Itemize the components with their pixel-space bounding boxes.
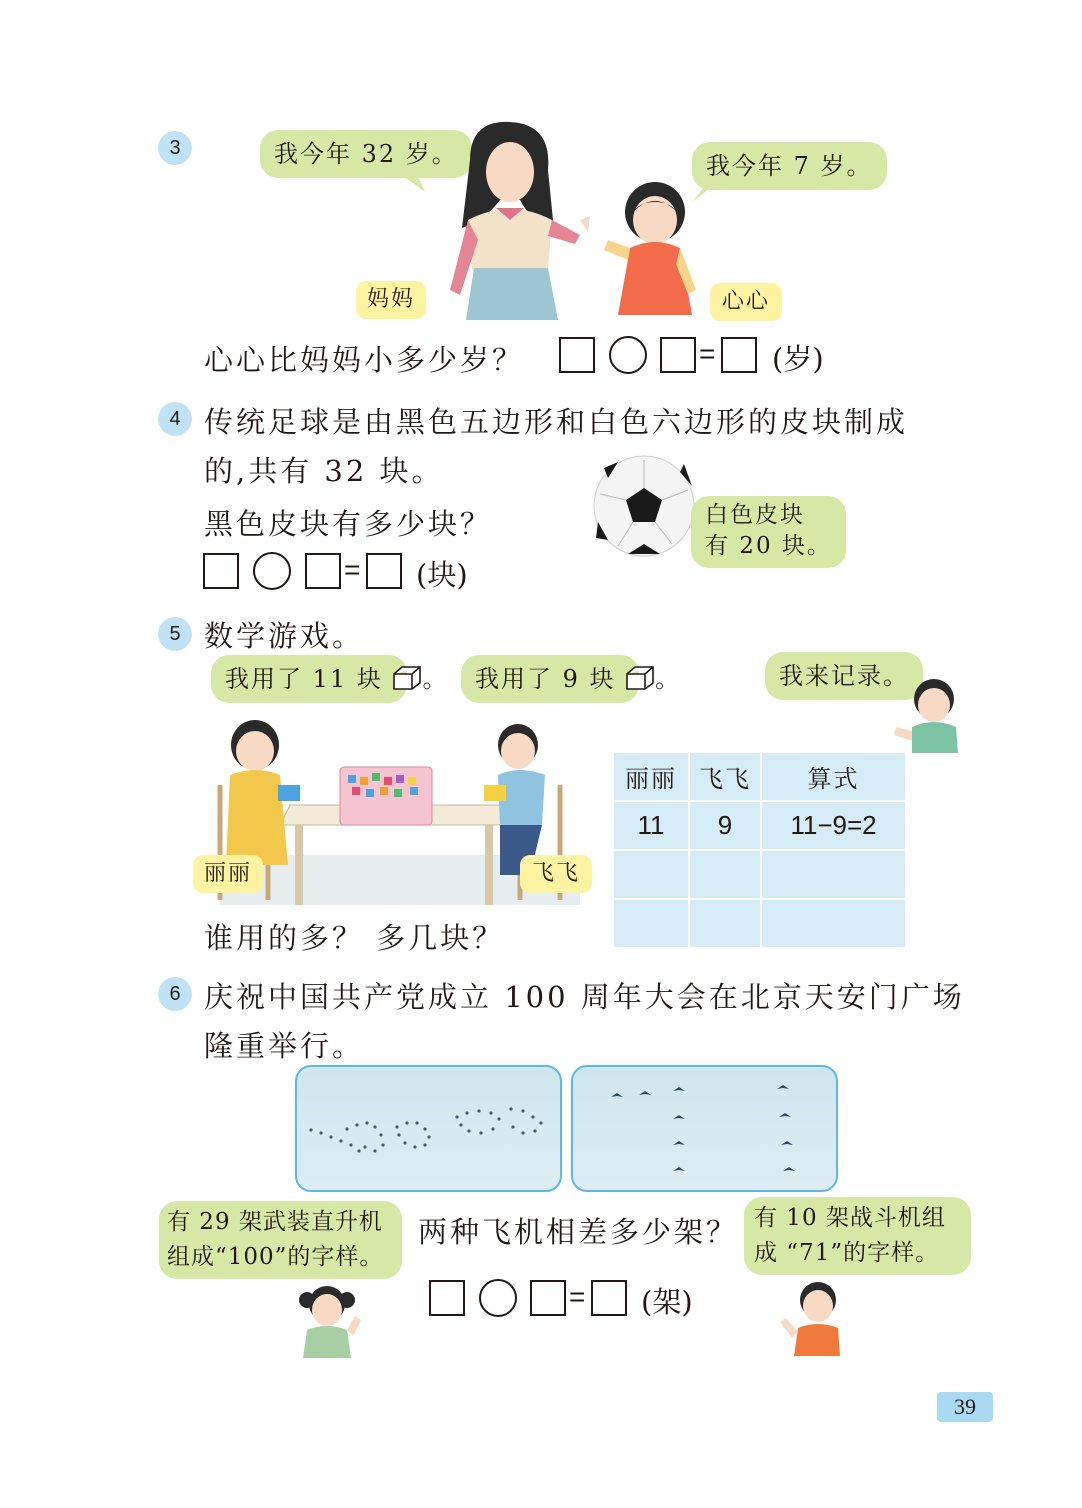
- table-cell[interactable]: [761, 850, 906, 899]
- fighter-info-bubble: [744, 1197, 971, 1275]
- table-cell[interactable]: [613, 899, 689, 948]
- equals-sign: =: [344, 554, 361, 585]
- answer-box-1[interactable]: [429, 1280, 465, 1316]
- q3-question: 心心比妈妈小多少岁？: [204, 343, 525, 377]
- unit-label: (块): [416, 558, 468, 592]
- girl-speech-bubble: [692, 142, 887, 190]
- girl-with-pigtails-illustration: [295, 1280, 365, 1360]
- girl-speech-text: 我今年 7 岁。: [706, 152, 873, 180]
- period: 。: [422, 665, 449, 693]
- bubble-line: 成 “71”的字样。: [754, 1240, 940, 1266]
- question-number-6: 6: [158, 977, 192, 1011]
- recording-boy-illustration: [890, 675, 965, 755]
- answer-box-result[interactable]: [591, 1280, 627, 1316]
- answer-box-2[interactable]: [530, 1280, 566, 1316]
- mother-illustration: [430, 120, 590, 320]
- girl-illustration: [600, 180, 710, 320]
- white-patches-bubble: [691, 496, 846, 568]
- q4-text-line2: 的,共有 32 块。: [204, 454, 444, 488]
- question-number-3: 3: [158, 131, 192, 165]
- table-header-row: [613, 752, 906, 801]
- answer-box-1[interactable]: [203, 553, 239, 589]
- q6-text-line1: 庆祝中国共产党成立 100 周年大会在北京天安门广场: [204, 980, 965, 1014]
- bubble-tail: [395, 170, 435, 200]
- table-header-cell: 算式: [761, 752, 906, 801]
- feifei-speech-bubble: [461, 655, 682, 703]
- question-number-4: 4: [158, 402, 192, 436]
- operator-circle[interactable]: [479, 1279, 517, 1317]
- table-cell[interactable]: [689, 899, 761, 948]
- q5-question: 谁用的多？ 多几块？: [204, 921, 505, 955]
- lili-name-label: 丽丽: [193, 855, 263, 893]
- table-cell: 9: [689, 801, 761, 850]
- fighter-formation-photo: [571, 1065, 838, 1192]
- table-cell: 11: [613, 801, 689, 850]
- helicopter-info-bubble: [159, 1201, 402, 1279]
- lili-speech-text: 我用了 11 块: [225, 665, 383, 693]
- helicopter-formation-photo: [295, 1065, 562, 1192]
- q6-question: 两种飞机相差多少架？: [418, 1215, 739, 1249]
- answer-box-2[interactable]: [305, 553, 341, 589]
- feifei-speech-text: 我用了 9 块: [475, 665, 616, 693]
- table-header-cell: 飞飞: [689, 752, 761, 801]
- unit-label: (架): [641, 1285, 693, 1319]
- answer-box-1[interactable]: [559, 337, 595, 373]
- page-number: 39: [937, 1392, 993, 1422]
- bubble-line: 有 20 块。: [705, 533, 832, 559]
- table-row: [613, 801, 906, 850]
- record-table: [612, 751, 907, 949]
- cube-icon: [392, 665, 422, 691]
- helicopters-100-formation: [297, 1067, 560, 1190]
- period: 。: [655, 665, 682, 693]
- lili-speech-bubble: [211, 655, 449, 703]
- table-row[interactable]: [613, 899, 906, 948]
- feifei-name-label: 飞飞: [520, 855, 592, 893]
- table-cell: 11−9=2: [761, 801, 906, 850]
- soccer-ball-illustration: [588, 450, 708, 565]
- operator-circle[interactable]: [609, 336, 647, 374]
- mom-speech-text: 我今年 32 岁。: [274, 140, 458, 168]
- q4-text-line1: 传统足球是由黑色五边形和白色六边形的皮块制成: [204, 405, 909, 439]
- question-number-5: 5: [158, 617, 192, 651]
- q6-text-line2: 隆重举行。: [204, 1029, 365, 1063]
- q4-question: 黑色皮块有多少块？: [204, 507, 493, 541]
- bubble-line: 有 10 架战斗机组: [754, 1205, 946, 1231]
- table-row[interactable]: [613, 850, 906, 899]
- bubble-line: 组成“100”的字样。: [167, 1244, 384, 1270]
- equals-sign: =: [699, 338, 716, 369]
- bubble-line: 白色皮块: [705, 502, 805, 528]
- answer-box-result[interactable]: [366, 553, 402, 589]
- unit-label: (岁): [772, 342, 824, 376]
- operator-circle[interactable]: [253, 552, 291, 590]
- boy-speech-text: 我来记录。: [779, 662, 909, 690]
- fighters-71-formation: [573, 1067, 836, 1190]
- bubble-line: 有 29 架武装直升机: [167, 1209, 383, 1235]
- boy-in-orange-illustration: [780, 1278, 845, 1358]
- mom-name-label: 妈妈: [356, 281, 426, 319]
- table-cell[interactable]: [761, 899, 906, 948]
- answer-box-2[interactable]: [660, 337, 696, 373]
- table-cell[interactable]: [613, 850, 689, 899]
- table-header-cell: 丽丽: [613, 752, 689, 801]
- answer-box-result[interactable]: [721, 337, 757, 373]
- equals-sign: =: [569, 1281, 586, 1312]
- table-cell[interactable]: [689, 850, 761, 899]
- girl-name-label: 心心: [710, 283, 782, 321]
- q5-title: 数学游戏。: [204, 619, 365, 653]
- cube-icon: [625, 665, 655, 691]
